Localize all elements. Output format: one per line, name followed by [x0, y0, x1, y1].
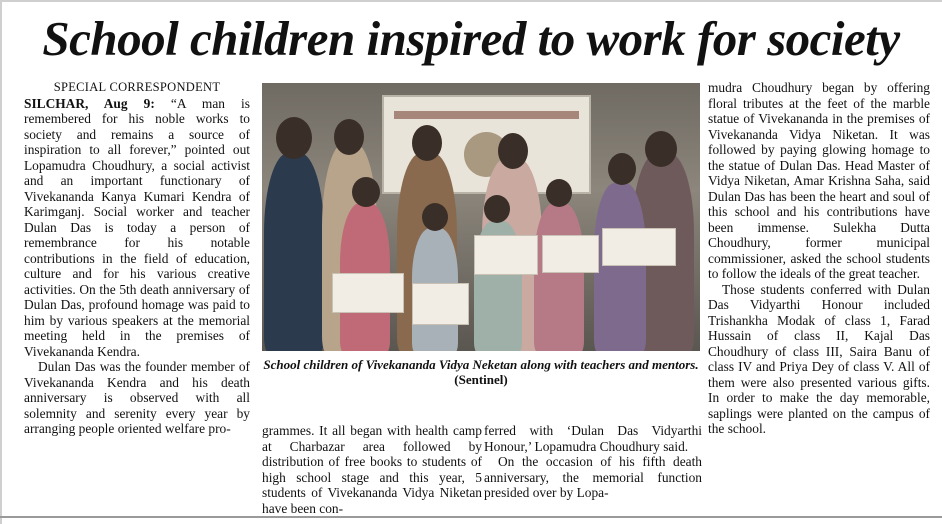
- caption-credit: (Sentinel): [454, 372, 508, 387]
- bottom-border: [0, 516, 942, 518]
- child-head: [352, 177, 380, 207]
- dateline: SILCHAR, Aug 9:: [24, 95, 155, 111]
- person-head: [276, 117, 312, 159]
- paragraph-intro: [24, 96, 250, 360]
- certificate: [542, 235, 599, 273]
- person-figure: [264, 153, 324, 351]
- child-head: [422, 203, 448, 231]
- col2-p1: grammes. It all began with health camp at Charbazar area followed by distribution of free books to students of high school stage and this year, 5 students of Vivekananda Vidya Niketan have been con-: [262, 423, 482, 516]
- certificate: [412, 283, 469, 325]
- byline: SPECIAL CORRESPONDENT: [53, 80, 221, 94]
- child-figure: [594, 183, 646, 351]
- certificate: [332, 273, 404, 313]
- banner-lettering: [394, 111, 579, 119]
- left-border: [0, 0, 2, 524]
- certificate: [474, 235, 538, 275]
- column-1: [24, 80, 250, 437]
- column-2: [262, 423, 482, 516]
- person-head: [412, 125, 442, 161]
- child-head: [546, 179, 572, 207]
- headline: School children inspired to work for society: [42, 11, 900, 66]
- col3-p2: On the occasion of his fifth death anniversary, the memorial function presided over by Lopa-: [484, 454, 702, 500]
- certificate: [602, 228, 676, 266]
- person-head: [498, 133, 528, 169]
- child-figure: [534, 203, 584, 351]
- child-head: [484, 195, 510, 223]
- photo-caption: [262, 357, 700, 387]
- caption-text: School children of Vivekananda Vidya Neketan along with teachers and mentors.: [263, 357, 699, 372]
- person-head: [334, 119, 364, 155]
- col1-p1: “A man is remembered for his noble works to society and remains a source of inspiration to all forever,” pointed out Lopamudra Choudhury, a social activist and an important functionary of Vivekananda Kanya Kumari Kendra of Karimganj. Social worker and teacher Dulan Das is today a person of remembrance for his notable contributions in the field of education, culture and for his various creative activities. On the 5th death anniversary of Dulan Das, profound homage was paid to him by various speakers at the memorial meeting held in the premises of Vivekananda Kendra.: [24, 95, 250, 359]
- child-head: [608, 153, 636, 185]
- column-4: [708, 80, 930, 437]
- col4-p1: mudra Choudhury began by offering floral tributes at the feet of the marble statue of Vivekananda in the premises of Vivekananda Vidya Niketan. It was followed by paying glowing homage to the statue of Dulan Das. Head Master of Vidya Niketan, Amar Krishna Saha, said Dulan Das has been the heart and soul of this school and his contributions have been immense. Sulekha Dutta Choudhury, former municipal commissioner, asked the school students to follow the ideals of the great teacher.: [708, 80, 930, 281]
- col1-p2: Dulan Das was the founder member of Vivekananda Kendra and his death anniversary is observed with all solemnity and serenity every year by arranging people oriented welfare pro-: [24, 359, 250, 436]
- person-head: [645, 131, 677, 167]
- col4-p2: Those students conferred with Dulan Das Vidyarthi Honour included Trishankha Modak of class 1, Farad Hussain of class II, Kajal Das Choudhury of class III, Saira Banu of class IV and Priya Dey of class V. All of them were also presented various gifts. In order to make the day memorable, saplings were planted on the campus of the school.: [708, 281, 930, 436]
- col3-p1: ferred with ‘Dulan Das Vidyarthi Honour,’ Lopamudra Choudhury said.: [484, 423, 702, 454]
- top-border: [0, 0, 942, 2]
- news-photo: [262, 83, 700, 351]
- column-3: [484, 423, 702, 501]
